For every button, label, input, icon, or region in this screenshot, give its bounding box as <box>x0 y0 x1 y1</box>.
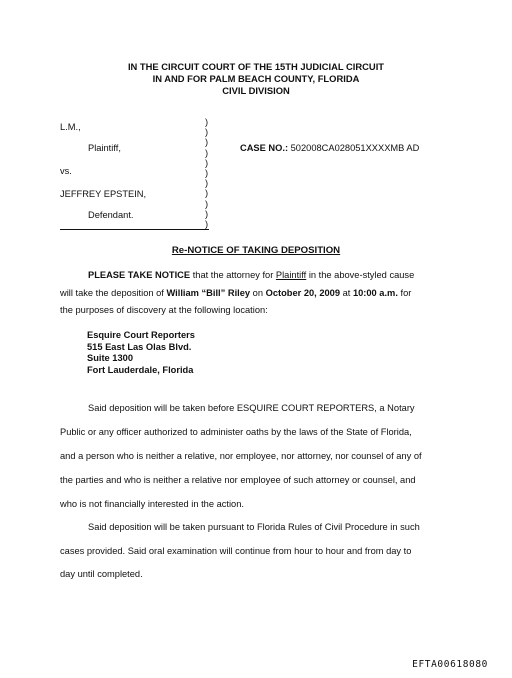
case-number-value: 502008CA028051XXXXMB AD <box>290 143 420 153</box>
notice-line-1: PLEASE TAKE NOTICE that the attorney for Plaintiff in the above-styled cause <box>88 270 415 280</box>
case-number <box>240 143 419 153</box>
document-title: Re-NOTICE OF TAKING DEPOSITION <box>171 245 341 256</box>
address-line-2: 515 East Las Olas Blvd. <box>87 341 192 352</box>
caption-underline <box>60 229 209 230</box>
address-line-3: Suite 1300 <box>87 353 133 364</box>
address-line-4: Fort Lauderdale, Florida <box>87 364 194 375</box>
bates-number: EFTA00618080 <box>412 659 488 670</box>
para2-line-2: Public or any officer authorized to administer oaths by the laws of the State of Florida, <box>60 427 412 437</box>
notice-line-2: will take the deposition of William “Bill” Riley on October 20, 2009 at 10:00 a.m. for <box>60 288 412 298</box>
deposition-location <box>87 330 195 376</box>
address-line-1: Esquire Court Reporters <box>87 330 195 340</box>
court-line-1: IN THE CIRCUIT COURT OF THE 15TH JUDICIAL CIRCUIT <box>127 61 385 72</box>
defendant-name: JEFFREY EPSTEIN, <box>60 189 147 199</box>
para3-line-2: cases provided. Said oral examination will continue from hour to hour and from day to <box>60 546 412 556</box>
defendant-role: Defendant. <box>88 210 134 220</box>
court-line-2: IN AND FOR PALM BEACH COUNTY, FLORIDA <box>152 73 360 84</box>
para2-line-3: and a person who is neither a relative, nor employee, nor attorney, nor counsel of any of <box>60 451 422 461</box>
court-header <box>0 61 512 97</box>
notice-line-3: the purposes of discovery at the following location: <box>60 305 268 315</box>
caption-parentheses: ) ) ) ) ) ) ) ) ) ) ) <box>205 117 209 230</box>
case-label: CASE NO.: <box>240 143 289 153</box>
plaintiff-name: L.M., <box>60 122 81 132</box>
para2-line-5: who is not financially interested in the action. <box>60 499 244 509</box>
para3-line-3: day until completed. <box>60 569 143 579</box>
para2-line-4: the parties and who is neither a relative nor employee of such attorney or counsel, and <box>60 475 416 485</box>
plaintiff-role: Plaintiff, <box>88 143 121 153</box>
para2-line-1: Said deposition will be taken before ESQUIRE COURT REPORTERS, a Notary <box>88 403 415 413</box>
versus: vs. <box>60 166 72 176</box>
court-line-3: CIVIL DIVISION <box>222 85 290 96</box>
para3-line-1: Said deposition will be taken pursuant to Florida Rules of Civil Procedure in such <box>88 522 420 532</box>
